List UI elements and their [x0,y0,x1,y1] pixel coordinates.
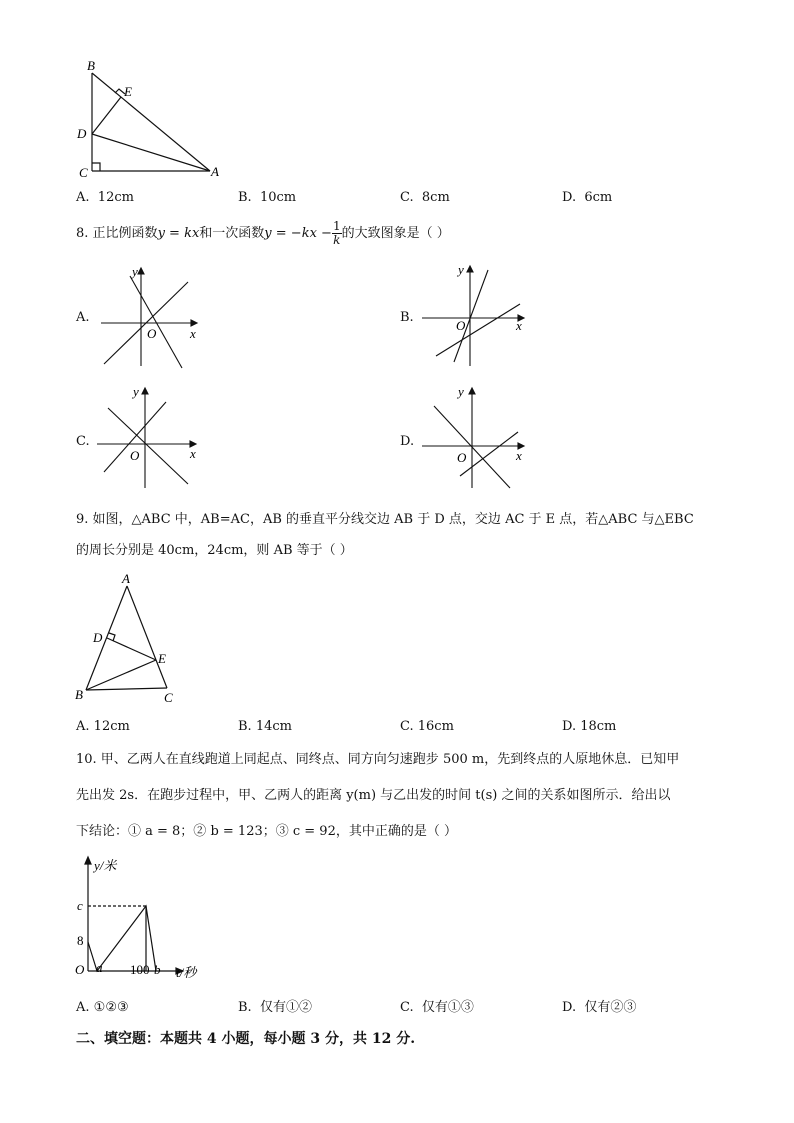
q10-a-label: a [96,960,103,975]
q8-graph-c[interactable] [92,380,204,492]
q9-triangle-figure [70,570,190,710]
svg-text:O: O [147,326,157,341]
q8-option-c-label[interactable]: C. [76,434,90,449]
q10-stem-line2: 先出发 2s．在跑步过程中，甲、乙两人的距离 y(m) 与乙出发的时间 t(s) 之间的关系如图所示．给出以 [76,788,671,803]
q7-label-b: B [87,58,95,73]
q7-label-d: D [77,126,87,141]
svg-text:y: y [133,384,139,399]
q10-option-b[interactable]: B. 仅有①② [238,1000,312,1015]
svg-text:O: O [457,450,467,465]
q7-option-d[interactable]: D. 6cm [562,190,613,205]
svg-text:x: x [516,318,522,333]
q8-graph-d[interactable] [420,380,532,492]
svg-text:A: A [122,571,130,586]
svg-text:O: O [130,448,140,463]
svg-text:y: y [458,262,464,277]
q7-label-e: E [124,84,132,99]
q10-100-label: 100 [130,962,150,977]
svg-text:x: x [190,446,196,461]
svg-text:x: x [190,326,196,341]
q8-fraction: $\frac{1}{k}$ [332,219,341,247]
q9-option-c[interactable]: C. 16cm [400,719,454,734]
q10-distance-time-graph [70,850,230,985]
q10-ylabel: y/米 [94,858,117,873]
svg-text:B: B [75,687,83,702]
q7-label-c: C [79,165,88,180]
q8-stem: 8. 正比例函数y = kx和一次函数y = −kx − $\frac{1}{k}$ 的大致图象是（ ） [76,219,450,247]
q8-graph-b[interactable] [420,258,532,370]
q7-option-c[interactable]: C. 8cm [400,190,450,205]
q10-stem-line3: 下结论：① a = 8；② b = 123；③ c = 92，其中正确的是（ ） [76,824,457,839]
q10-stem-line1: 10. 甲、乙两人在直线跑道上同起点、同终点、同方向匀速跑步 500 m，先到终点的人原地休息．已知甲 [76,752,680,767]
q9-option-b[interactable]: B. 14cm [238,719,292,734]
svg-text:x: x [516,448,522,463]
q10-option-c[interactable]: C. 仅有①③ [400,1000,474,1015]
q10-eight-label: 8 [77,933,84,948]
q8-option-a-label[interactable]: A. [76,310,90,325]
q10-option-a[interactable]: A. ①②③ [76,1000,129,1015]
svg-text:y: y [132,264,138,279]
svg-text:y/米 [92,858,117,873]
q10-origin-label: O [75,962,85,977]
q9-stem-line2: 的周长分别是 40cm，24cm，则 AB 等于（ ） [76,543,353,558]
q9-option-d[interactable]: D. 18cm [562,719,617,734]
q8-graph-a[interactable] [96,258,206,370]
q10-option-d[interactable]: D. 仅有②③ [562,1000,637,1015]
q10-c-label: c [77,898,83,913]
q8-option-b-label[interactable]: B. [400,310,414,325]
svg-text:D: D [93,630,103,645]
q7-triangle-figure [70,55,230,180]
q7-option-b[interactable]: B. 10cm [238,190,297,205]
q7-label-a: A [211,164,219,179]
q9-option-a[interactable]: A. 12cm [76,719,130,734]
svg-text:O: O [456,318,466,333]
svg-text:C: C [164,690,173,705]
q9-stem-line1: 9. 如图，△ABC 中，AB=AC，AB 的垂直平分线交边 AB 于 D 点，交边 AC 于 E 点，若△ABC 与△EBC [76,512,694,527]
q7-option-a[interactable]: A. 12cm [76,190,134,205]
q8-option-d-label[interactable]: D. [400,434,415,449]
svg-text:E: E [158,651,166,666]
section-heading-fill-in: 二、填空题：本题共 4 小题，每小题 3 分，共 12 分. [76,1031,416,1047]
q10-xlabel: t/秒 [176,965,197,980]
svg-text:y: y [458,384,464,399]
q10-b-label: b [154,962,161,977]
